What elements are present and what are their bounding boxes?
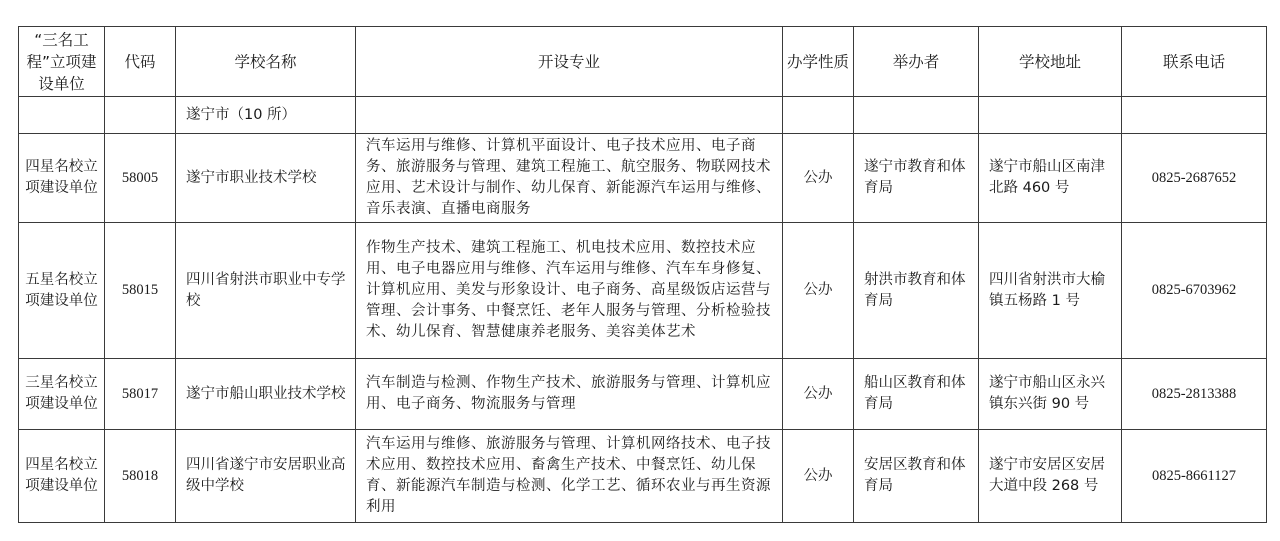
city-row-empty <box>854 97 979 134</box>
cell-address: 遂宁市船山区永兴镇东兴街 90 号 <box>979 359 1122 430</box>
cell-code: 58018 <box>105 430 176 523</box>
city-name: 遂宁市（10 所） <box>176 97 356 134</box>
header-address: 学校地址 <box>979 27 1122 97</box>
cell-school-name: 四川省遂宁市安居职业高级中学校 <box>176 430 356 523</box>
cell-address: 遂宁市船山区南津北路 460 号 <box>979 134 1122 223</box>
cell-sponsor: 船山区教育和体育局 <box>854 359 979 430</box>
cell-type: 四星名校立项建设单位 <box>19 430 105 523</box>
cell-school-name: 四川省射洪市职业中专学校 <box>176 223 356 359</box>
cell-phone: 0825-8661127 <box>1122 430 1267 523</box>
table-row <box>19 359 1267 430</box>
city-row-empty <box>783 97 854 134</box>
cell-sponsor: 安居区教育和体育局 <box>854 430 979 523</box>
cell-nature: 公办 <box>783 134 854 223</box>
cell-code: 58017 <box>105 359 176 430</box>
cell-nature: 公办 <box>783 223 854 359</box>
header-type: “三名工程”立项建设单位 <box>19 27 105 97</box>
cell-code: 58015 <box>105 223 176 359</box>
header-nature: 办学性质 <box>783 27 854 97</box>
header-sponsor: 举办者 <box>854 27 979 97</box>
cell-majors: 汽车制造与检测、作物生产技术、旅游服务与管理、计算机应用、电子商务、物流服务与管理 <box>356 359 783 430</box>
header-name: 学校名称 <box>176 27 356 97</box>
city-row-empty <box>979 97 1122 134</box>
cell-school-name: 遂宁市职业技术学校 <box>176 134 356 223</box>
cell-address: 遂宁市安居区安居大道中段 268 号 <box>979 430 1122 523</box>
cell-sponsor: 遂宁市教育和体育局 <box>854 134 979 223</box>
header-code: 代码 <box>105 27 176 97</box>
table-row <box>19 134 1267 223</box>
header-row <box>19 27 1267 97</box>
cell-school-name: 遂宁市船山职业技术学校 <box>176 359 356 430</box>
cell-type: 四星名校立项建设单位 <box>19 134 105 223</box>
city-row <box>19 97 1267 134</box>
cell-type: 三星名校立项建设单位 <box>19 359 105 430</box>
school-table <box>18 26 1267 523</box>
cell-type: 五星名校立项建设单位 <box>19 223 105 359</box>
cell-address: 四川省射洪市大榆镇五杨路 1 号 <box>979 223 1122 359</box>
city-row-empty <box>19 97 105 134</box>
cell-nature: 公办 <box>783 430 854 523</box>
table-row <box>19 430 1267 523</box>
city-row-empty <box>1122 97 1267 134</box>
cell-nature: 公办 <box>783 359 854 430</box>
cell-majors: 汽车运用与维修、旅游服务与管理、计算机网络技术、电子技术应用、数控技术应用、畜禽生产技术、中餐烹饪、幼儿保育、新能源汽车制造与检测、化学工艺、循环农业与再生资源利用 <box>356 430 783 523</box>
header-majors: 开设专业 <box>356 27 783 97</box>
header-phone: 联系电话 <box>1122 27 1267 97</box>
cell-phone: 0825-2813388 <box>1122 359 1267 430</box>
city-row-empty <box>105 97 176 134</box>
cell-majors: 汽车运用与维修、计算机平面设计、电子技术应用、电子商务、旅游服务与管理、建筑工程施工、航空服务、物联网技术应用、艺术设计与制作、幼儿保育、新能源汽车运用与维修、音乐表演、直播电商服务 <box>356 134 783 223</box>
cell-sponsor: 射洪市教育和体育局 <box>854 223 979 359</box>
cell-majors: 作物生产技术、建筑工程施工、机电技术应用、数控技术应用、电子电器应用与维修、汽车运用与维修、汽车车身修复、计算机应用、美发与形象设计、电子商务、高星级饭店运营与管理、会计事务、中餐烹饪、老年人服务与管理、分析检验技术、幼儿保育、智慧健康养老服务、美容美体艺术 <box>356 223 783 359</box>
cell-phone: 0825-2687652 <box>1122 134 1267 223</box>
table-row <box>19 223 1267 359</box>
cell-code: 58005 <box>105 134 176 223</box>
cell-phone: 0825-6703962 <box>1122 223 1267 359</box>
city-row-empty <box>356 97 783 134</box>
